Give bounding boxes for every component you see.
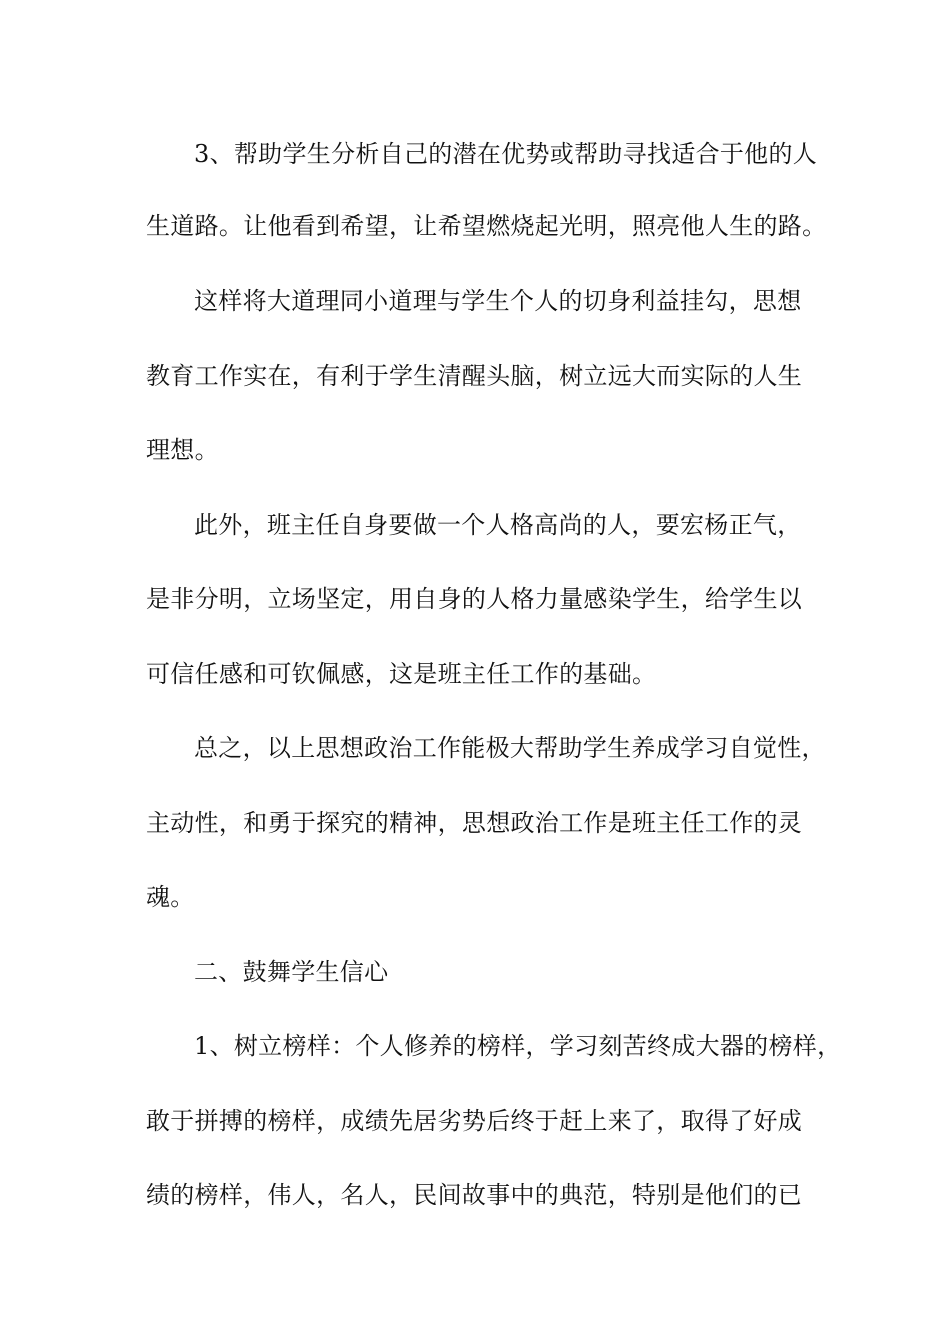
paragraph-line: 此外，班主任自身要做一个人格高尚的人，要宏杨正气， [194,511,802,539]
paragraph-line: 魂。 [146,883,195,911]
paragraph-line: 教育工作实在，有利于学生清醒头脑，树立远大而实际的人生 [146,362,803,390]
paragraph-line: 理想。 [146,436,219,464]
paragraph-line: 3、帮助学生分析自己的潜在优势或帮助寻找适合于他的人 [194,140,818,168]
paragraph-line: 总之，以上思想政治工作能极大帮助学生养成学习自觉性， [194,734,826,762]
paragraph-line: 绩的榜样，伟人，名人，民间故事中的典范，特别是他们的已 [146,1181,803,1209]
paragraph-line: 可信任感和可钦佩感，这是班主任工作的基础。 [146,660,657,688]
paragraph-line: 敢于拼搏的榜样，成绩先居劣势后终于赶上来了，取得了好成 [146,1107,803,1135]
section-heading: 二、鼓舞学生信心 [194,958,389,986]
paragraph-line: 这样将大道理同小道理与学生个人的切身利益挂勾，思想 [194,287,802,315]
paragraph-line: 1、树立榜样：个人修养的榜样，学习刻苦终成大器的榜样， [194,1032,842,1060]
paragraph-line: 生道路。让他看到希望，让希望燃烧起光明，照亮他人生的路。 [146,212,827,240]
paragraph-line: 主动性，和勇于探究的精神，思想政治工作是班主任工作的灵 [146,809,803,837]
paragraph-line: 是非分明，立场坚定，用自身的人格力量感染学生，给学生以 [146,585,803,613]
